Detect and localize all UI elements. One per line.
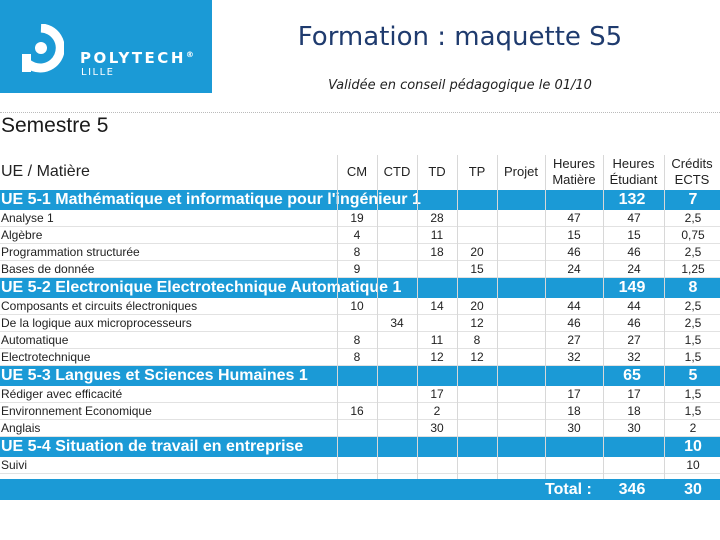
table-row — [0, 315, 720, 332]
table-header — [0, 155, 720, 189]
cell-hm: 32 — [567, 350, 581, 364]
cell-hm: 15 — [567, 228, 581, 242]
ue-ects: 10 — [684, 438, 702, 455]
cell-td: 11 — [430, 228, 444, 242]
table-row — [0, 420, 720, 437]
cell-cm: 4 — [353, 228, 361, 242]
cell-ects: 2 — [689, 421, 697, 435]
cell-td: 17 — [430, 387, 444, 401]
logo-name: POLYTECH® — [80, 49, 197, 67]
page-title: Formation : maquette S5 — [297, 22, 623, 52]
cell-hm: 46 — [567, 316, 581, 330]
table-row — [0, 332, 720, 349]
cell-he: 30 — [627, 421, 641, 435]
table-row — [0, 261, 720, 278]
cell-hm: 30 — [567, 421, 581, 435]
column-divider — [603, 155, 604, 500]
cell-ects: 2,5 — [684, 211, 702, 225]
column-divider — [545, 155, 546, 500]
cell-td: 30 — [430, 421, 444, 435]
cell-td: 28 — [430, 211, 444, 225]
ue-ects: 8 — [688, 279, 698, 296]
cell-hm: 18 — [567, 404, 581, 418]
course-name: Electrotechnique — [1, 350, 91, 364]
cell-hm: 27 — [567, 333, 581, 347]
ue-name: UE 5-2 Electronique Electrotechnique Automatique 1 — [1, 279, 402, 296]
ue-name: UE 5-4 Situation de travail en entreprise — [1, 438, 304, 455]
cell-ects: 0,75 — [681, 228, 705, 242]
ue-header-row — [0, 190, 720, 210]
total-label: Total : — [545, 481, 592, 498]
cell-hm: 44 — [567, 299, 581, 313]
column-divider — [457, 155, 458, 500]
header-ue: UE / Matière — [1, 163, 90, 180]
divider — [0, 112, 720, 113]
total-row — [0, 479, 720, 500]
cell-he: 46 — [627, 316, 641, 330]
ue-name: UE 5-3 Langues et Sciences Humaines 1 — [1, 367, 308, 384]
table-row — [0, 386, 720, 403]
column-divider — [417, 155, 418, 500]
ue-name: UE 5-1 Mathématique et informatique pour l'ingénieur 1 — [1, 191, 421, 208]
cell-ects: 2,5 — [684, 245, 702, 259]
header-ects: Crédits ECTS — [671, 156, 713, 187]
column-divider — [664, 155, 665, 500]
cell-he: 47 — [627, 211, 641, 225]
cell-he: 46 — [627, 245, 641, 259]
column-divider — [497, 155, 498, 500]
ue-hours: 65 — [623, 367, 641, 384]
cell-td: 14 — [430, 299, 444, 313]
course-name: Algèbre — [1, 228, 43, 242]
cell-ects: 1,5 — [684, 333, 702, 347]
cell-cm: 19 — [350, 211, 364, 225]
cell-td: 18 — [430, 245, 444, 259]
header-heures-etudiant: Heures Étudiant — [609, 156, 658, 187]
cell-tp: 15 — [470, 262, 484, 276]
cell-tp: 20 — [470, 245, 484, 259]
cell-cm: 8 — [353, 245, 361, 259]
course-name: Environnement Economique — [1, 404, 152, 418]
table-row — [0, 227, 720, 244]
cell-he: 17 — [627, 387, 641, 401]
header-cm: CM — [346, 164, 368, 179]
cell-ects: 1,5 — [684, 387, 702, 401]
course-name: Programmation structurée — [1, 245, 140, 259]
ue-hours: 132 — [618, 191, 646, 208]
cell-hm: 46 — [567, 245, 581, 259]
semester-heading: Semestre 5 — [1, 114, 109, 137]
cell-hm: 17 — [567, 387, 581, 401]
table-row — [0, 244, 720, 261]
header-tp: TP — [468, 164, 486, 179]
course-name: Bases de donnée — [1, 262, 95, 276]
cell-he: 24 — [627, 262, 641, 276]
course-name: De la logique aux microprocesseurs — [1, 316, 192, 330]
polytech-logo-icon — [18, 24, 64, 74]
cell-hm: 47 — [567, 211, 581, 225]
course-name: Suivi — [1, 458, 28, 472]
ue-ects: 7 — [688, 191, 698, 208]
total-hours: 346 — [618, 481, 646, 498]
cell-cm: 16 — [350, 404, 364, 418]
header-td: TD — [428, 164, 446, 179]
cell-he: 18 — [627, 404, 641, 418]
ue-hours: 149 — [618, 279, 646, 296]
cell-tp: 20 — [470, 299, 484, 313]
cell-tp: 12 — [470, 350, 484, 364]
cell-he: 44 — [627, 299, 641, 313]
course-name: Analyse 1 — [1, 211, 54, 225]
header-heures-matiere: Heures Matière — [552, 156, 596, 187]
table-row — [0, 210, 720, 227]
cell-ects: 2,5 — [684, 299, 702, 313]
course-name: Automatique — [1, 333, 69, 347]
cell-ects: 1,5 — [684, 350, 702, 364]
course-name: Rédiger avec efficacité — [1, 387, 123, 401]
ue-header-row — [0, 278, 720, 298]
page-subtitle: Validée en conseil pédagogique le 01/10 — [328, 78, 592, 93]
polytech-logo — [0, 0, 212, 93]
ue-ects: 5 — [688, 367, 698, 384]
cell-cm: 10 — [350, 299, 364, 313]
cell-td: 11 — [430, 333, 444, 347]
cell-ects: 1,5 — [684, 404, 702, 418]
cell-cm: 8 — [353, 333, 361, 347]
row-divider — [0, 473, 720, 474]
course-name: Composants et circuits électroniques — [1, 299, 198, 313]
ue-header-row — [0, 437, 720, 457]
cell-he: 32 — [627, 350, 641, 364]
cell-tp: 8 — [473, 333, 481, 347]
column-divider — [377, 155, 378, 500]
table-row — [0, 349, 720, 366]
cell-ects: 1,25 — [681, 262, 705, 276]
cell-tp: 12 — [470, 316, 484, 330]
cell-cm: 8 — [353, 350, 361, 364]
cell-ects: 10 — [686, 458, 700, 472]
cell-ects: 2,5 — [684, 316, 702, 330]
logo-city: LILLE — [81, 67, 115, 78]
cell-hm: 24 — [567, 262, 581, 276]
course-name: Anglais — [1, 421, 41, 435]
cell-he: 15 — [627, 228, 641, 242]
column-divider — [337, 155, 338, 500]
cell-td: 12 — [430, 350, 444, 364]
header-ctd: CTD — [383, 164, 411, 179]
table-row — [0, 457, 720, 474]
cell-cm: 9 — [353, 262, 361, 276]
table-row — [0, 403, 720, 420]
cell-ctd: 34 — [390, 316, 404, 330]
cell-he: 27 — [627, 333, 641, 347]
ue-header-row — [0, 366, 720, 386]
table-row — [0, 298, 720, 315]
cell-td: 2 — [433, 404, 441, 418]
header-projet: Projet — [504, 164, 538, 179]
total-ects: 30 — [684, 481, 702, 498]
